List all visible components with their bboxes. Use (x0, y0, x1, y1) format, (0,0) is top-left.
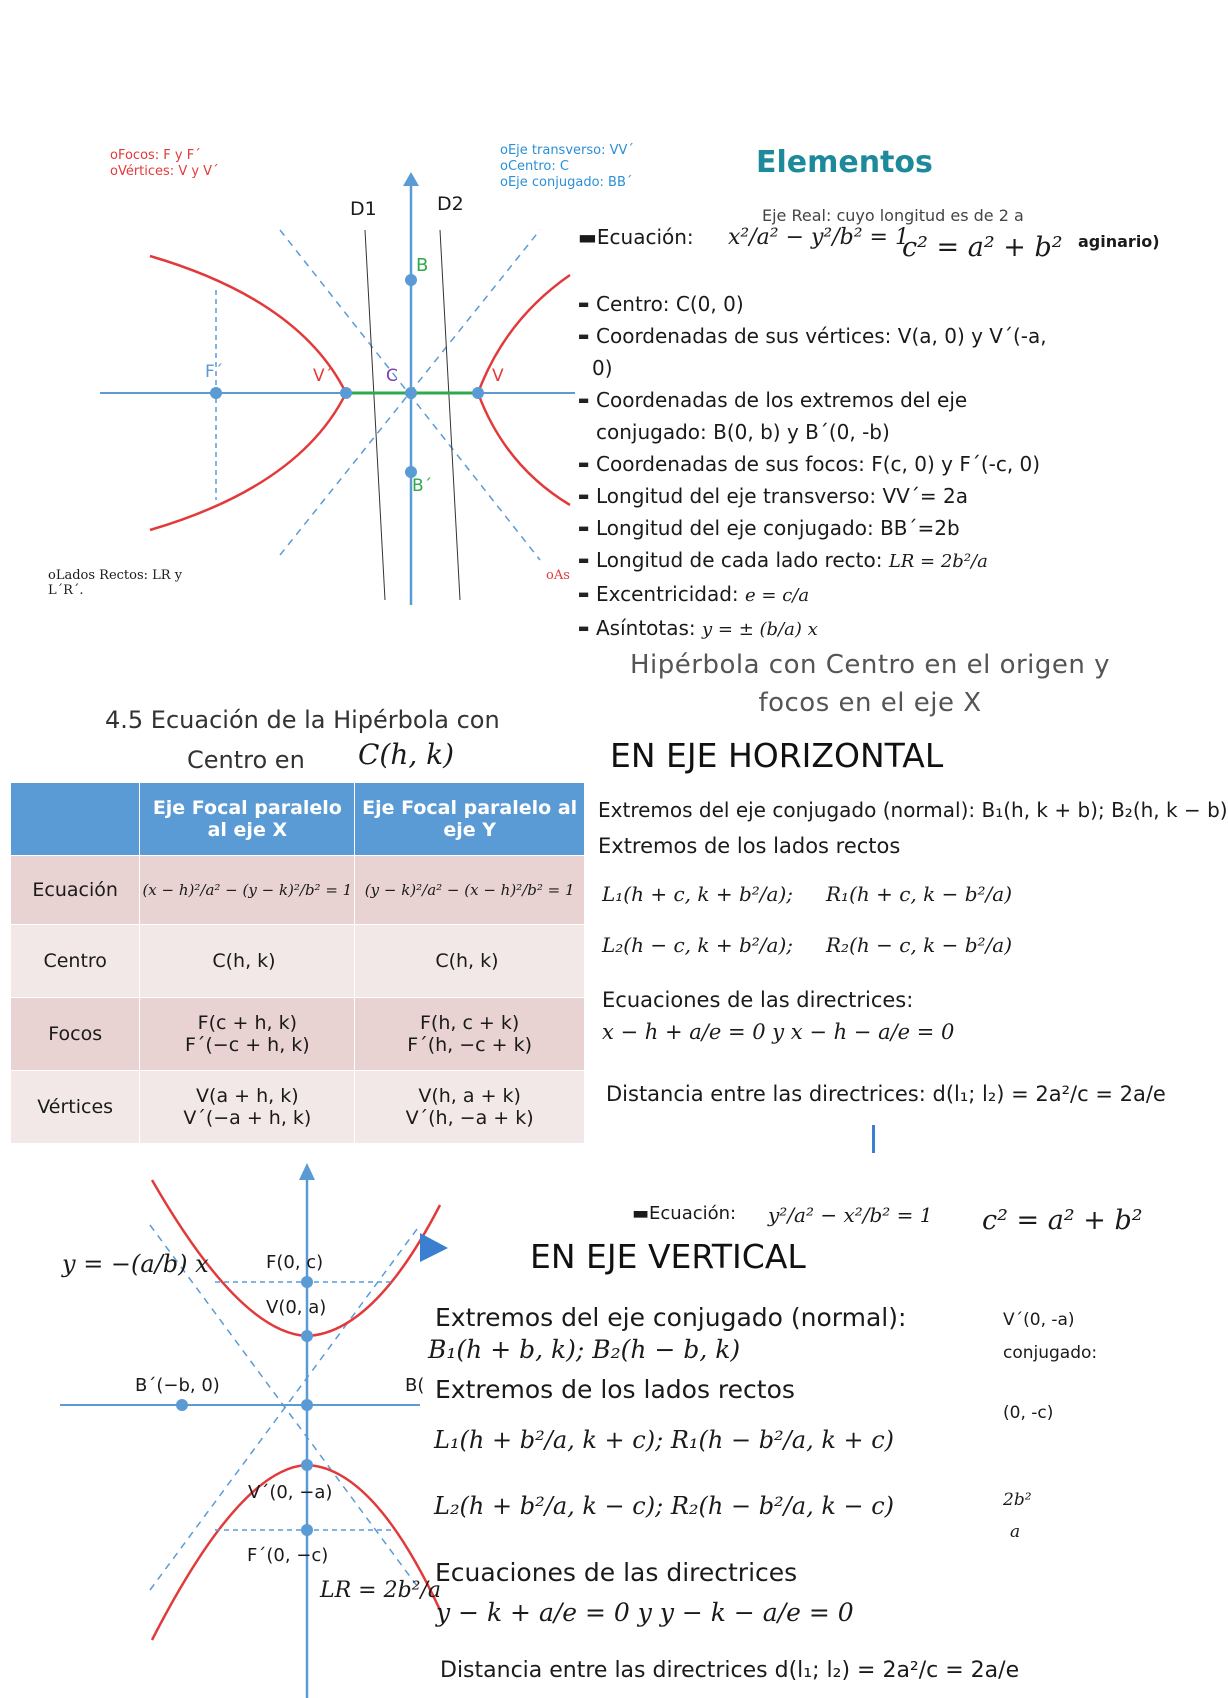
right-frag-conjugado: conjugado: (1003, 1343, 1098, 1363)
v-label-b-prime: B´(−b, 0) (135, 1375, 220, 1396)
legend-left (110, 148, 219, 180)
excentricidad-formula: e = c/a (745, 585, 810, 606)
ecuacion-formula: x²/a² − y²/b² = 1 (728, 225, 909, 250)
v-label-v: V(0, a) (266, 1297, 327, 1318)
row-label-vertices: Vértices (11, 1071, 140, 1144)
d1-label: D1 (350, 198, 377, 220)
imaginario-fragment: aginario) (1078, 232, 1160, 251)
c-label: C (386, 366, 398, 386)
legend-right (500, 143, 634, 191)
focos-y-line-1: F(h, c + k) (419, 1012, 520, 1034)
v-label-v-prime: V´(0, −a) (248, 1482, 333, 1503)
table-row-centro (11, 925, 585, 998)
v-label: V (492, 366, 504, 386)
as-fragment: oAs (546, 568, 570, 583)
v-focus-prime-point (301, 1524, 313, 1536)
asintotas-formula: y = ± (b/a) x (702, 619, 818, 640)
vertical-extremos-conjugado: Extremos del eje conjugado (normal): (435, 1303, 907, 1332)
focos-y-cell (355, 998, 585, 1071)
table-row-focos (11, 998, 585, 1071)
centro-x-cell: C(h, k) (140, 925, 355, 998)
vertical-ecuacion-formula: y²/a² − x²/b² = 1 (768, 1203, 933, 1227)
lr-formula: LR = 2b²/a (888, 551, 988, 572)
section-title-line-2: focos en el eje X (758, 688, 982, 718)
vertices-x-cell (140, 1071, 355, 1144)
vertical-asintota: y = −(a/b) x (62, 1250, 209, 1278)
legend-focos: oFocos: F y F´ (110, 148, 201, 163)
row-label-ecuacion: Ecuación (11, 856, 140, 925)
right-frag-v-prime: V´(0, -a) (1003, 1310, 1075, 1330)
v-y-axis-arrow (299, 1163, 315, 1180)
vertices-x-line-1: V(a + h, k) (196, 1085, 299, 1107)
horizontal-directrices-eq: x − h + a/e = 0 y x − h − a/e = 0 (602, 1020, 955, 1044)
horizontal-extremos-conjugado: Extremos del eje conjugado (normal): B₁(h, k + b); B₂(h, k − b) (598, 798, 1228, 822)
bullet-extremos-cont: conjugado: B(0, b) y B´(0, -b) (596, 420, 890, 444)
vertical-directrices-eq: y − k + a/e = 0 y y − k − a/e = 0 (436, 1598, 854, 1627)
hyperbola-table (10, 782, 585, 1144)
v-b-prime-point (176, 1399, 188, 1411)
excentricidad-label: Excentricidad: (596, 582, 739, 606)
v-label-b-frag: B( (405, 1375, 425, 1396)
vertical-l2r2: L₂(h + b²/a, k − c); R₂(h − b²/a, k − c) (434, 1492, 895, 1520)
bullet-excentricidad (578, 578, 1047, 612)
bullet-centro: ▬ Centro: C(0, 0) (578, 288, 1047, 320)
vertices-y-line-2: V´(h, −a + k) (405, 1107, 534, 1129)
table-title-formula: C(h, k) (358, 738, 455, 771)
right-branch-curve (478, 275, 570, 505)
section-title-line-1: Hipérbola con Centro en el origen y (629, 650, 1111, 680)
vertical-ecuacion-label-text: Ecuación: (649, 1203, 737, 1224)
bullet-extremos: ▬ Coordenadas de los extremos del eje (578, 384, 1047, 416)
table-row-vertices (11, 1071, 585, 1144)
focus-left-point (210, 387, 222, 399)
blue-arrow-icon (420, 1233, 448, 1262)
y-axis-arrow (403, 172, 419, 186)
v-label-f: F(0, c) (266, 1252, 324, 1273)
lados-rectos-note (48, 568, 182, 598)
horizontal-directrices-title: Ecuaciones de las directrices: (602, 988, 914, 1012)
ecuacion-label: ▬Ecuación: (578, 225, 694, 249)
table-header-x: Eje Focal paralelo al eje X (140, 783, 355, 856)
table-title-line-2: Centro en (187, 746, 305, 774)
horizontal-extremos-lados: Extremos de los lados rectos (598, 834, 901, 858)
vertical-distancia: Distancia entre las directrices d(l₁; l₂) = 2a²/c = 2a/e (440, 1658, 1020, 1683)
table-row-ecuacion (11, 856, 585, 925)
focos-x-line-1: F(c + h, k) (197, 1012, 297, 1034)
vertical-c2-formula: c² = a² + b² (982, 1205, 1143, 1236)
horizontal-l1: L₁(h + c, k + b²/a); (602, 882, 793, 906)
bullet-focos: ▬ Coordenadas de sus focos: F(c, 0) y F´(-c, 0) (578, 448, 1047, 480)
partial-eje-real-line: Eje Real: cuyo longitud es de 2 a (762, 206, 1024, 225)
v-label-f-prime: F´(0, −c) (247, 1545, 329, 1566)
vertical-ecuacion-label: ▬Ecuación: (632, 1203, 737, 1224)
v-prime-label: V´ (313, 366, 334, 386)
b-label: B (416, 255, 429, 276)
vertices-y-line-1: V(h, a + k) (418, 1085, 521, 1107)
vertices-y-cell (355, 1071, 585, 1144)
center-point (405, 387, 417, 399)
bullet-transverso: ▬ Longitud del eje transverso: VV´= 2a (578, 480, 1047, 512)
f-prime-label: F´ (205, 362, 224, 382)
bullet-conjugado: ▬ Longitud del eje conjugado: BB´=2b (578, 512, 1047, 544)
bullet-vertices: ▬ Coordenadas de sus vértices: V(a, 0) y V´(-a, (578, 320, 1047, 352)
right-frag-a: a (1010, 1522, 1021, 1542)
ecuacion-y-cell: (y − k)²/a² − (x − h)²/b² = 1 (355, 856, 585, 925)
ecuacion-label-text: Ecuación: (596, 225, 694, 249)
lado-recto-label: Longitud de cada lado recto: (596, 548, 883, 572)
v-vertex-point (301, 1330, 313, 1342)
right-frag-c: (0, -c) (1003, 1403, 1054, 1423)
table-title-line-1: 4.5 Ecuación de la Hipérbola con (105, 706, 500, 734)
elementos-title: Elementos (756, 145, 933, 180)
v-vertex-prime-point (301, 1459, 313, 1471)
directrix-d2-line (440, 230, 460, 600)
lados-rectos-line-1: oLados Rectos: LR y (48, 568, 183, 583)
vertical-heading: EN EJE VERTICAL (530, 1237, 806, 1276)
horizontal-r1: R₁(h + c, k − b²/a) (826, 882, 1013, 906)
vertical-directrices-title: Ecuaciones de las directrices (435, 1558, 798, 1587)
table-header-row (11, 783, 585, 856)
divider-mark (872, 1125, 875, 1153)
focos-x-cell (140, 998, 355, 1071)
legend-eje-conjugado: oEje conjugado: BB´ (500, 175, 633, 190)
c2-formula-top: c² = a² + b² (902, 232, 1063, 263)
vertical-l1r1: L₁(h + b²/a, k + c); R₁(h − b²/a, k + c) (434, 1426, 895, 1454)
elements-list (578, 288, 1047, 646)
d2-label: D2 (437, 193, 464, 215)
v-focus-point (301, 1276, 313, 1288)
right-frag-2b2: 2b² (1003, 1490, 1032, 1510)
vertex-right-point (472, 387, 484, 399)
focos-y-line-2: F´(h, −c + k) (407, 1034, 533, 1056)
vertical-lr: LR = 2b²/a (320, 1578, 442, 1603)
v-center-point (301, 1399, 313, 1411)
horizontal-heading: EN EJE HORIZONTAL (610, 736, 944, 775)
bullet-vertices-cont: 0) (592, 356, 613, 380)
vertex-left-point (340, 387, 352, 399)
horizontal-r2: R₂(h − c, k − b²/a) (826, 933, 1013, 957)
b-prime-label: B´ (412, 476, 433, 496)
table-header-y: Eje Focal paralelo al eje Y (355, 783, 585, 856)
centro-y-cell: C(h, k) (355, 925, 585, 998)
ecuacion-x-cell: (x − h)²/a² − (y − k)²/b² = 1 (140, 856, 355, 925)
bullet-asintotas (578, 612, 1047, 646)
vertical-b-points: B₁(h + b, k); B₂(h − b, k) (428, 1335, 741, 1364)
legend-centro: oCentro: C (500, 159, 569, 174)
row-label-centro: Centro (11, 925, 140, 998)
vertical-extremos-lados: Extremos de los lados rectos (435, 1375, 795, 1404)
legend-vertices: oVértices: V y V´ (110, 164, 219, 179)
lados-rectos-line-2: L´R´. (48, 583, 84, 598)
directrix-d1-line (365, 230, 385, 600)
row-label-focos: Focos (11, 998, 140, 1071)
bullet-lado-recto (578, 544, 1047, 578)
focos-x-line-2: F´(−c + h, k) (184, 1034, 310, 1056)
legend-eje-transverso: oEje transverso: VV´ (500, 143, 634, 158)
asintotas-label: Asíntotas: (596, 616, 696, 640)
table-header-empty (11, 783, 140, 856)
vertices-x-line-2: V´(−a + h, k) (183, 1107, 312, 1129)
horizontal-l2: L₂(h − c, k + b²/a); (602, 933, 793, 957)
horizontal-distancia: Distancia entre las directrices: d(l₁; l₂) = 2a²/c = 2a/e (606, 1082, 1166, 1106)
